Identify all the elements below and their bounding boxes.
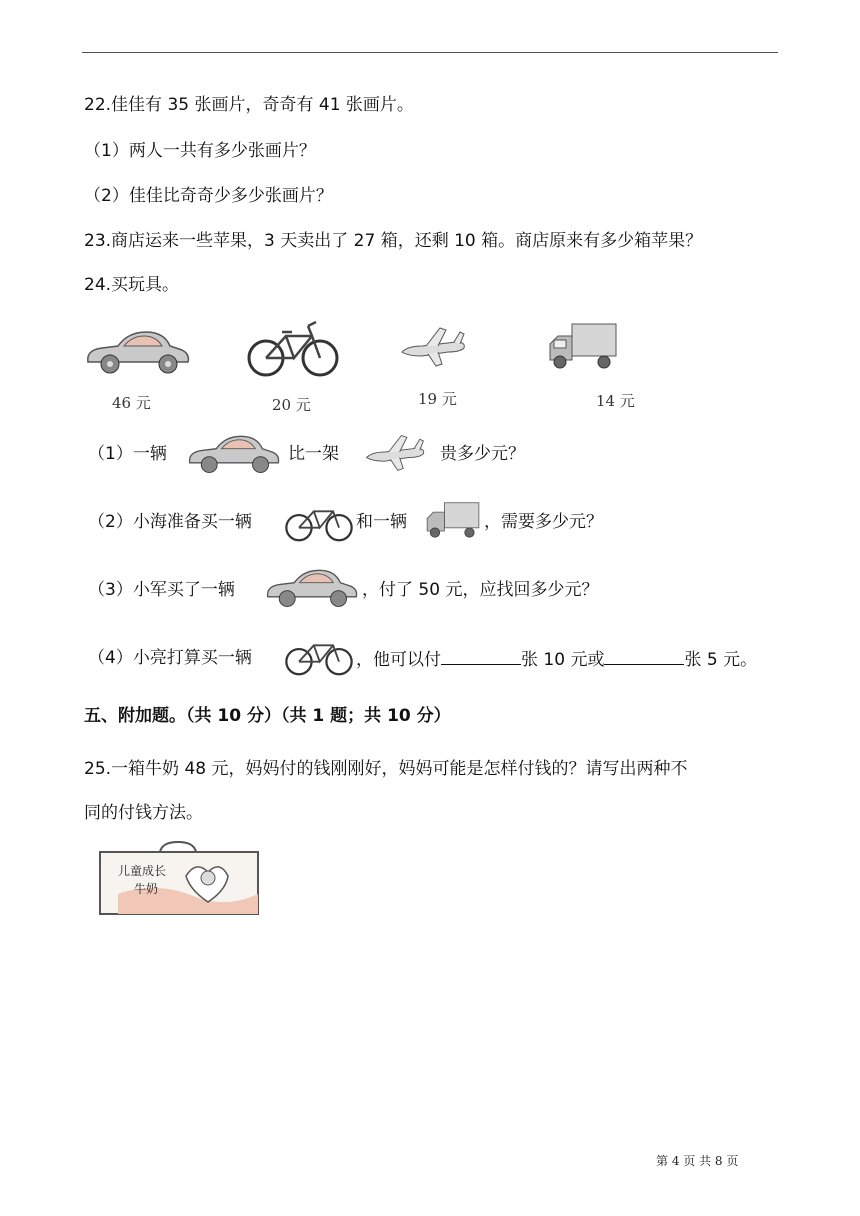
question-22: 22.佳佳有 35 张画片，奇奇有 41 张画片。 (84, 95, 414, 115)
milk-box-label-1: 儿童成长 (118, 864, 167, 878)
bicycle-icon (284, 632, 354, 678)
airplane-icon (398, 322, 468, 370)
answer-blank-5-yuan[interactable] (604, 646, 684, 665)
question-23: 23.商店运来一些苹果，3 天卖出了 27 箱，还剩 10 箱。商店原来有多少箱苹果？ (84, 231, 703, 251)
question-22-part-1: （1）两人一共有多少张画片？ (84, 141, 316, 161)
truck-icon (546, 322, 620, 370)
q24-4-answer-line (356, 646, 757, 672)
q24-1-part-a: （1）一辆 (88, 444, 167, 464)
bicycle-icon (246, 318, 340, 380)
section-5-title: 五、附加题。（共 10 分）（共 1 题；共 10 分） (84, 706, 451, 726)
q24-4-part-a: （4）小亮打算买一辆 (88, 648, 252, 668)
milk-box-image (98, 840, 264, 916)
q24-2-part-a: （2）小海准备买一辆 (88, 512, 252, 532)
answer-blank-10-yuan[interactable] (441, 646, 521, 665)
airplane-price: 19 元 (418, 390, 457, 408)
q24-4-part-c: 张 10 元或 (521, 650, 605, 670)
truck-price: 14 元 (596, 392, 635, 410)
header-rule (82, 52, 778, 53)
bicycle-icon (284, 498, 354, 544)
question-25-line-1: 25.一箱牛奶 48 元，妈妈付的钱刚刚好，妈妈可能是怎样付钱的？请写出两种不 (84, 759, 688, 779)
q24-3-part-a: （3）小军买了一辆 (88, 580, 235, 600)
airplane-icon (360, 430, 430, 474)
q24-3-part-b: ，付了 50 元，应找回多少元？ (362, 580, 599, 600)
q24-2-part-b: 和一辆 (356, 512, 407, 532)
q24-1-part-c: 贵多少元？ (440, 444, 525, 464)
q24-2-part-c: ，需要多少元？ (484, 512, 603, 532)
q24-4-part-b: ，他可以付 (356, 650, 441, 670)
truck-icon (424, 500, 482, 540)
page-footer: 第 4 页 共 8 页 (656, 1154, 739, 1168)
car-icon (264, 565, 360, 611)
car-price: 46 元 (112, 394, 151, 412)
question-25-line-2: 同的付钱方法。 (84, 803, 203, 823)
car-icon (186, 431, 282, 477)
question-24: 24.买玩具。 (84, 275, 180, 295)
car-icon (84, 326, 192, 378)
bicycle-price: 20 元 (272, 396, 311, 414)
question-22-part-2: （2）佳佳比奇奇少多少张画片？ (84, 186, 333, 206)
q24-1-part-b: 比一架 (288, 444, 339, 464)
milk-box-label-2: 牛奶 (134, 882, 159, 896)
q24-4-part-d: 张 5 元。 (684, 650, 758, 670)
